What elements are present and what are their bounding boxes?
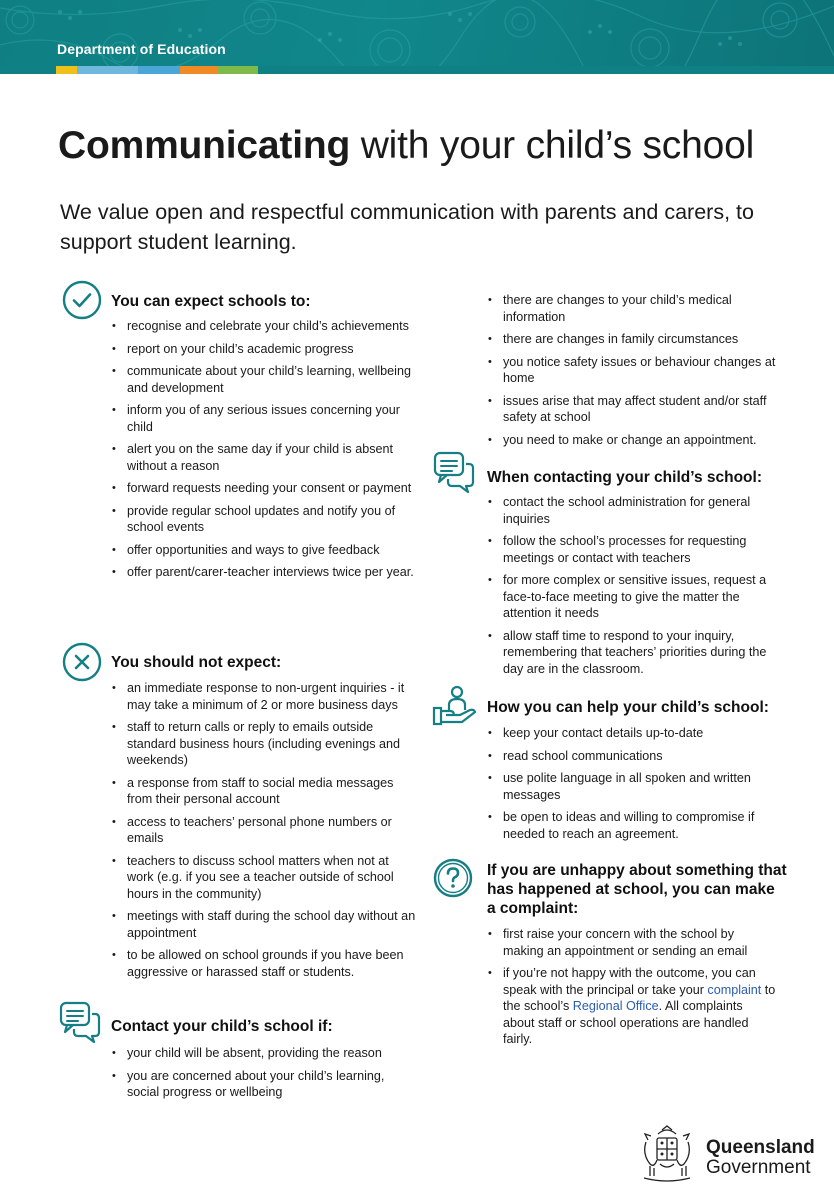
complaint-list [487,926,777,1054]
list-item: • alert you on the same day if your child is absent without a reason [111,441,416,474]
list-item: • there are changes in family circumstances [487,331,787,348]
list-item: • meetings with staff during the school day without an appointment [111,908,416,941]
person-hand-icon [432,684,478,728]
when-contacting-list [487,494,787,683]
department-name: Department of Education [57,41,226,57]
qld-logo-line1: Queensland [706,1137,815,1158]
list-item: • offer opportunities and ways to give feedback [111,542,416,559]
question-circle-icon [433,858,473,898]
title-rest: with your child’s school [350,124,755,167]
list-item: • forward requests needing your consent or payment [111,480,416,497]
list-item: • a response from staff to social media messages from their personal account [111,775,416,808]
expect-heading: You can expect schools to: [111,293,311,310]
complaint-text-c: . All complaints about staff or school operations are handled fairly. [503,999,749,1046]
list-item: • provide regular school updates and notify you of school events [111,503,416,536]
list-item: • an immediate response to non-urgent inquiries - it may take a minimum of 2 or more business days [111,680,416,713]
expect-list [111,318,416,587]
color-stripe [0,66,834,74]
list-item: • offer parent/carer-teacher interviews twice per year. [111,564,416,581]
list-item: • issues arise that may affect student and/or staff safety at school [487,393,787,426]
list-item: • you are concerned about your child’s learning, social progress or wellbeing [111,1068,416,1101]
list-item: • there are changes to your child’s medical information [487,292,787,325]
list-item: • for more complex or sensitive issues, request a face-to-face meeting to give the matter the attention it needs [487,572,787,622]
not-expect-list [111,680,416,986]
help-list [487,725,787,848]
check-circle-icon [62,280,102,320]
list-item: • report on your child’s academic progress [111,341,416,358]
chat-bubbles-icon [58,1000,102,1044]
title-bold: Communicating [58,124,351,167]
list-item: • be open to ideas and willing to compromise if needed to reach an agreement. [487,809,787,842]
qld-logo-line2: Government [706,1157,811,1178]
when-contacting-heading: When contacting your child’s school: [487,469,762,486]
list-item: • read school communications [487,748,787,765]
queensland-coat-of-arms-icon [636,1124,698,1186]
not-expect-heading: You should not expect: [111,654,282,671]
list-item: • teachers to discuss school matters when not at work (e.g. if you see a teacher outside of school hours in the community) [111,853,416,903]
list-item: • to be allowed on school grounds if you have been aggressive or harassed staff or students. [111,947,416,980]
list-item: • you need to make or change an appointment. [487,432,787,449]
chat-bubbles-icon [432,450,476,494]
list-item: • communicate about your child’s learning, wellbeing and development [111,363,416,396]
queensland-government-logo [636,1124,826,1186]
contact-if-list-right [487,292,787,454]
page-title [58,124,754,168]
page-subtitle: We value open and respectful communication with parents and carers, to support student learning. [60,200,754,254]
list-item: • your child will be absent, providing the reason [111,1045,416,1062]
qld-logo-text [706,1138,815,1178]
list-item: • allow staff time to respond to your inquiry, remembering that teachers’ priorities during the day are in the classroom. [487,628,787,678]
list-item: • first raise your concern with the school by making an appointment or sending an email [487,926,777,959]
list-item: • recognise and celebrate your child’s achievements [111,318,416,335]
contact-if-heading: Contact your child’s school if: [111,1018,333,1035]
contact-if-list-left [111,1045,416,1107]
x-circle-icon [62,642,102,682]
list-item: • use polite language in all spoken and written messages [487,770,787,803]
header-banner [0,0,834,74]
list-item: • you notice safety issues or behaviour changes at home [487,354,787,387]
list-item: • contact the school administration for general inquiries [487,494,787,527]
complaint-text-b: to the school’s [503,982,776,1013]
list-item: • inform you of any serious issues concerning your child [111,402,416,435]
list-item [487,965,777,1048]
list-item: • keep your contact details up-to-date [487,725,787,742]
complaint-heading: If you are unhappy about something that has happened at school, you can make a complaint: [487,862,787,917]
help-heading: How you can help your child’s school: [487,699,769,716]
complaint-text-a: if you’re not happy with the outcome, you can speak with the principal or take your [503,966,756,997]
list-item: • staff to return calls or reply to emails outside standard business hours (including evenings and weekends) [111,719,416,769]
list-item: • follow the school’s processes for requesting meetings or contact with teachers [487,533,787,566]
aboriginal-pattern-decoration [0,0,834,74]
complaint-link[interactable]: complaint [707,982,762,997]
list-item: • access to teachers’ personal phone numbers or emails [111,814,416,847]
regional-office-link[interactable]: Regional Office [572,999,659,1013]
